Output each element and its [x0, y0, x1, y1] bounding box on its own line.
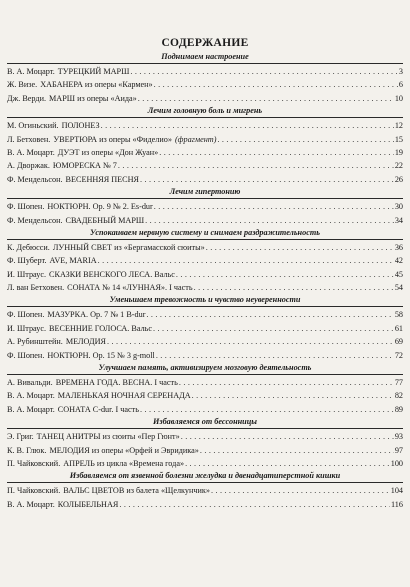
toc-entry [7, 268, 403, 281]
entry-title: НОКТЮРН. Ор. 15 № 3 g-moll [47, 350, 155, 360]
toc-entry [7, 322, 403, 335]
entry-title: ЮМОРЕСКА № 7 [52, 161, 117, 171]
entry-page-number: 116 [391, 499, 403, 509]
section-header: Улучшаем память, активизируем мозговую деятельность [7, 362, 403, 375]
toc-entry [7, 159, 403, 172]
entry-title: СОНАТА № 14 «ЛУННАЯ». I часть [67, 283, 193, 293]
entry-author: В. А. Моцарт. [7, 67, 55, 76]
toc-entry [7, 444, 403, 457]
entry-author: В. А. Моцарт. [7, 147, 55, 157]
entry-page-number: 19 [394, 147, 403, 157]
entry-title: МЕЛОДИЯ из оперы «Орфей и Эвридика» [49, 445, 199, 455]
entry-author: П. Чайковский. [7, 486, 61, 496]
dot-leader [185, 457, 390, 470]
entry-author: К. В. Глюк. [7, 445, 47, 455]
toc-entry [7, 335, 403, 348]
toc-entry [7, 389, 403, 402]
toc-entry [7, 430, 403, 443]
entry-author: И. Штраус. [7, 269, 47, 279]
entry-page-number: 10 [394, 93, 403, 103]
section-header: Лечим головную боль и мигрень [7, 105, 403, 118]
dot-leader [200, 444, 394, 457]
toc-entry [7, 241, 403, 254]
toc-entry [7, 146, 403, 159]
dot-leader [154, 78, 398, 91]
entry-page-number: 54 [394, 283, 403, 293]
entry-title: НОКТЮРН. Ор. 9 № 2. Es-dur [47, 202, 153, 212]
dot-leader [206, 241, 394, 254]
section-header: Избавляемся от бессонницы [7, 416, 403, 429]
table-of-contents [7, 51, 403, 511]
toc-entry [7, 281, 403, 294]
entry-title: ДУЭТ из оперы «Дон Жуан» [57, 147, 159, 157]
toc-entry [7, 119, 403, 132]
entry-title: ПОЛОНЕЗ [61, 121, 100, 131]
dot-leader [118, 159, 394, 172]
entry-subtitle: (фрагмент) [174, 134, 217, 144]
section-header: Лечим гипертонию [7, 186, 403, 199]
entry-page-number: 61 [394, 323, 403, 333]
toc-entry [7, 308, 403, 321]
entry-title: СОНАТА C-dur. I часть [57, 404, 139, 414]
section-header: Избавляемся от язвенной болезни желудка и двенадцатиперстной кишки [7, 470, 403, 483]
entry-author: М. Огиньский. [7, 121, 59, 131]
section-header: Успокаиваем нервную систему и снимаем раздражительность [7, 227, 403, 240]
entry-page-number: 89 [394, 404, 403, 414]
entry-title: СВАДЕБНЫЙ МАРШ [65, 215, 145, 225]
toc-entry [7, 92, 403, 105]
entry-author: Ф. Шуберт. [7, 256, 47, 266]
entry-title: МАЗУРКА. Ор. 7 № 1 B-dur [47, 310, 146, 320]
toc-entry [7, 376, 403, 389]
entry-title: ТАНЕЦ АНИТРЫ из сюиты «Пер Гюнт» [36, 432, 180, 442]
entry-title: МАРШ из оперы «Аида» [49, 93, 137, 103]
entry-title: ВАЛЬС ЦВЕТОВ из балета «Щелкунчик» [63, 486, 210, 496]
entry-page-number: 34 [394, 215, 403, 225]
toc-entry [7, 349, 403, 362]
dot-leader [119, 498, 390, 511]
entry-title: АПРЕЛЬ из цикла «Времена года» [63, 458, 185, 468]
entry-title: AVE, MARIA [49, 256, 97, 266]
entry-title: ТУРЕЦКИЙ МАРШ [57, 67, 130, 76]
entry-page-number: 30 [394, 202, 403, 212]
entry-title: УВЕРТЮРА из оперы «Фиделио» [53, 134, 172, 144]
dot-leader [179, 376, 394, 389]
toc-section [7, 105, 403, 186]
toc-section [7, 362, 403, 416]
entry-author: И. Штраус. [7, 323, 47, 333]
entry-page-number: 77 [394, 378, 403, 388]
dot-leader [140, 403, 394, 416]
toc-entry [7, 78, 403, 91]
dot-leader [159, 146, 394, 159]
dot-leader [140, 173, 394, 186]
entry-author: К. Дебюсси. [7, 242, 50, 252]
dot-leader [176, 268, 394, 281]
entry-author: Ф. Шопен. [7, 350, 45, 360]
dot-leader [107, 335, 394, 348]
entry-page-number: 93 [394, 432, 403, 442]
section-header: Поднимаем настроение [7, 51, 403, 64]
dot-leader [130, 65, 398, 78]
entry-author: Ф. Шопен. [7, 310, 45, 320]
entry-page-number: 69 [394, 337, 403, 347]
dot-leader [98, 254, 394, 267]
dot-leader [145, 214, 394, 227]
dot-leader [154, 200, 394, 213]
entry-page-number: 97 [394, 445, 403, 455]
toc-entry [7, 65, 403, 78]
entry-author: П. Чайковский. [7, 458, 61, 468]
entry-title: СКАЗКИ ВЕНСКОГО ЛЕСА. Вальс [49, 269, 175, 279]
toc-section [7, 227, 403, 295]
section-header: Уменьшаем тревожность и чувство неуверенности [7, 294, 403, 307]
toc-entry [7, 484, 403, 497]
entry-author: Л. Бетховен. [7, 134, 51, 144]
entry-title: ВЕСЕННИЕ ГОЛОСА. Вальс [49, 323, 153, 333]
entry-page-number: 72 [394, 350, 403, 360]
dot-leader [217, 133, 393, 146]
entry-author: А. Рубинштейн. [7, 337, 63, 347]
entry-title: ВЕСЕННЯЯ ПЕСНЯ [65, 174, 139, 184]
entry-author: А. Вивальди. [7, 378, 53, 388]
dot-leader [192, 389, 394, 402]
dot-leader [153, 322, 394, 335]
entry-page-number: 15 [394, 134, 403, 144]
entry-page-number: 104 [390, 486, 403, 496]
entry-author: А. Дворжак. [7, 161, 50, 171]
dot-leader [211, 484, 390, 497]
page-title: СОДЕРЖАНИЕ [161, 37, 249, 49]
entry-title: МЕЛОДИЯ [65, 337, 107, 347]
entry-page-number: 42 [394, 256, 403, 266]
entry-author: Ф. Шопен. [7, 202, 45, 212]
entry-page-number: 58 [394, 310, 403, 320]
entry-title: МАЛЕНЬКАЯ НОЧНАЯ СЕРЕНАДА [57, 391, 191, 401]
entry-title: КОЛЫБЕЛЬНАЯ [57, 499, 119, 509]
toc-section [7, 294, 403, 362]
entry-page-number: 36 [394, 242, 403, 252]
dot-leader [181, 430, 394, 443]
toc-section [7, 51, 403, 105]
entry-page-number: 22 [394, 161, 403, 171]
entry-title: ВРЕМЕНА ГОДА. ВЕСНА. I часть [55, 378, 178, 388]
entry-page-number: 26 [394, 174, 403, 184]
toc-entry [7, 254, 403, 267]
entry-author: В. А. Моцарт. [7, 499, 55, 509]
entry-page-number: 6 [398, 80, 403, 90]
entry-author: Ж. Визе. [7, 80, 38, 90]
entry-page-number: 3 [398, 67, 403, 76]
entry-title: ХАБАНЕРА из оперы «Кармен» [40, 80, 153, 90]
entry-author: В. А. Моцарт. [7, 404, 55, 414]
toc-section [7, 470, 403, 511]
entry-title: ЛУННЫЙ СВЕТ из «Бергамасской сюиты» [52, 242, 205, 252]
entry-author: Э. Григ. [7, 432, 34, 442]
toc-entry [7, 133, 403, 146]
entry-page-number: 45 [394, 269, 403, 279]
toc-section [7, 416, 403, 470]
entry-page-number: 12 [394, 121, 403, 131]
dot-leader [146, 308, 393, 321]
entry-page-number: 82 [394, 391, 403, 401]
toc-entry [7, 403, 403, 416]
toc-section [7, 186, 403, 227]
entry-author: Ф. Мендельсон. [7, 174, 63, 184]
dot-leader [156, 349, 394, 362]
toc-entry [7, 457, 403, 470]
entry-page-number: 100 [390, 458, 403, 468]
toc-entry [7, 173, 403, 186]
entry-author: Л. ван Бетховен. [7, 283, 65, 293]
dot-leader [138, 92, 394, 105]
toc-entry [7, 200, 403, 213]
entry-author: Дж. Верди. [7, 93, 47, 103]
entry-author: Ф. Мендельсон. [7, 215, 63, 225]
toc-entry [7, 498, 403, 511]
dot-leader [101, 119, 394, 132]
toc-entry [7, 214, 403, 227]
entry-author: В. А. Моцарт. [7, 391, 55, 401]
dot-leader [194, 281, 394, 294]
